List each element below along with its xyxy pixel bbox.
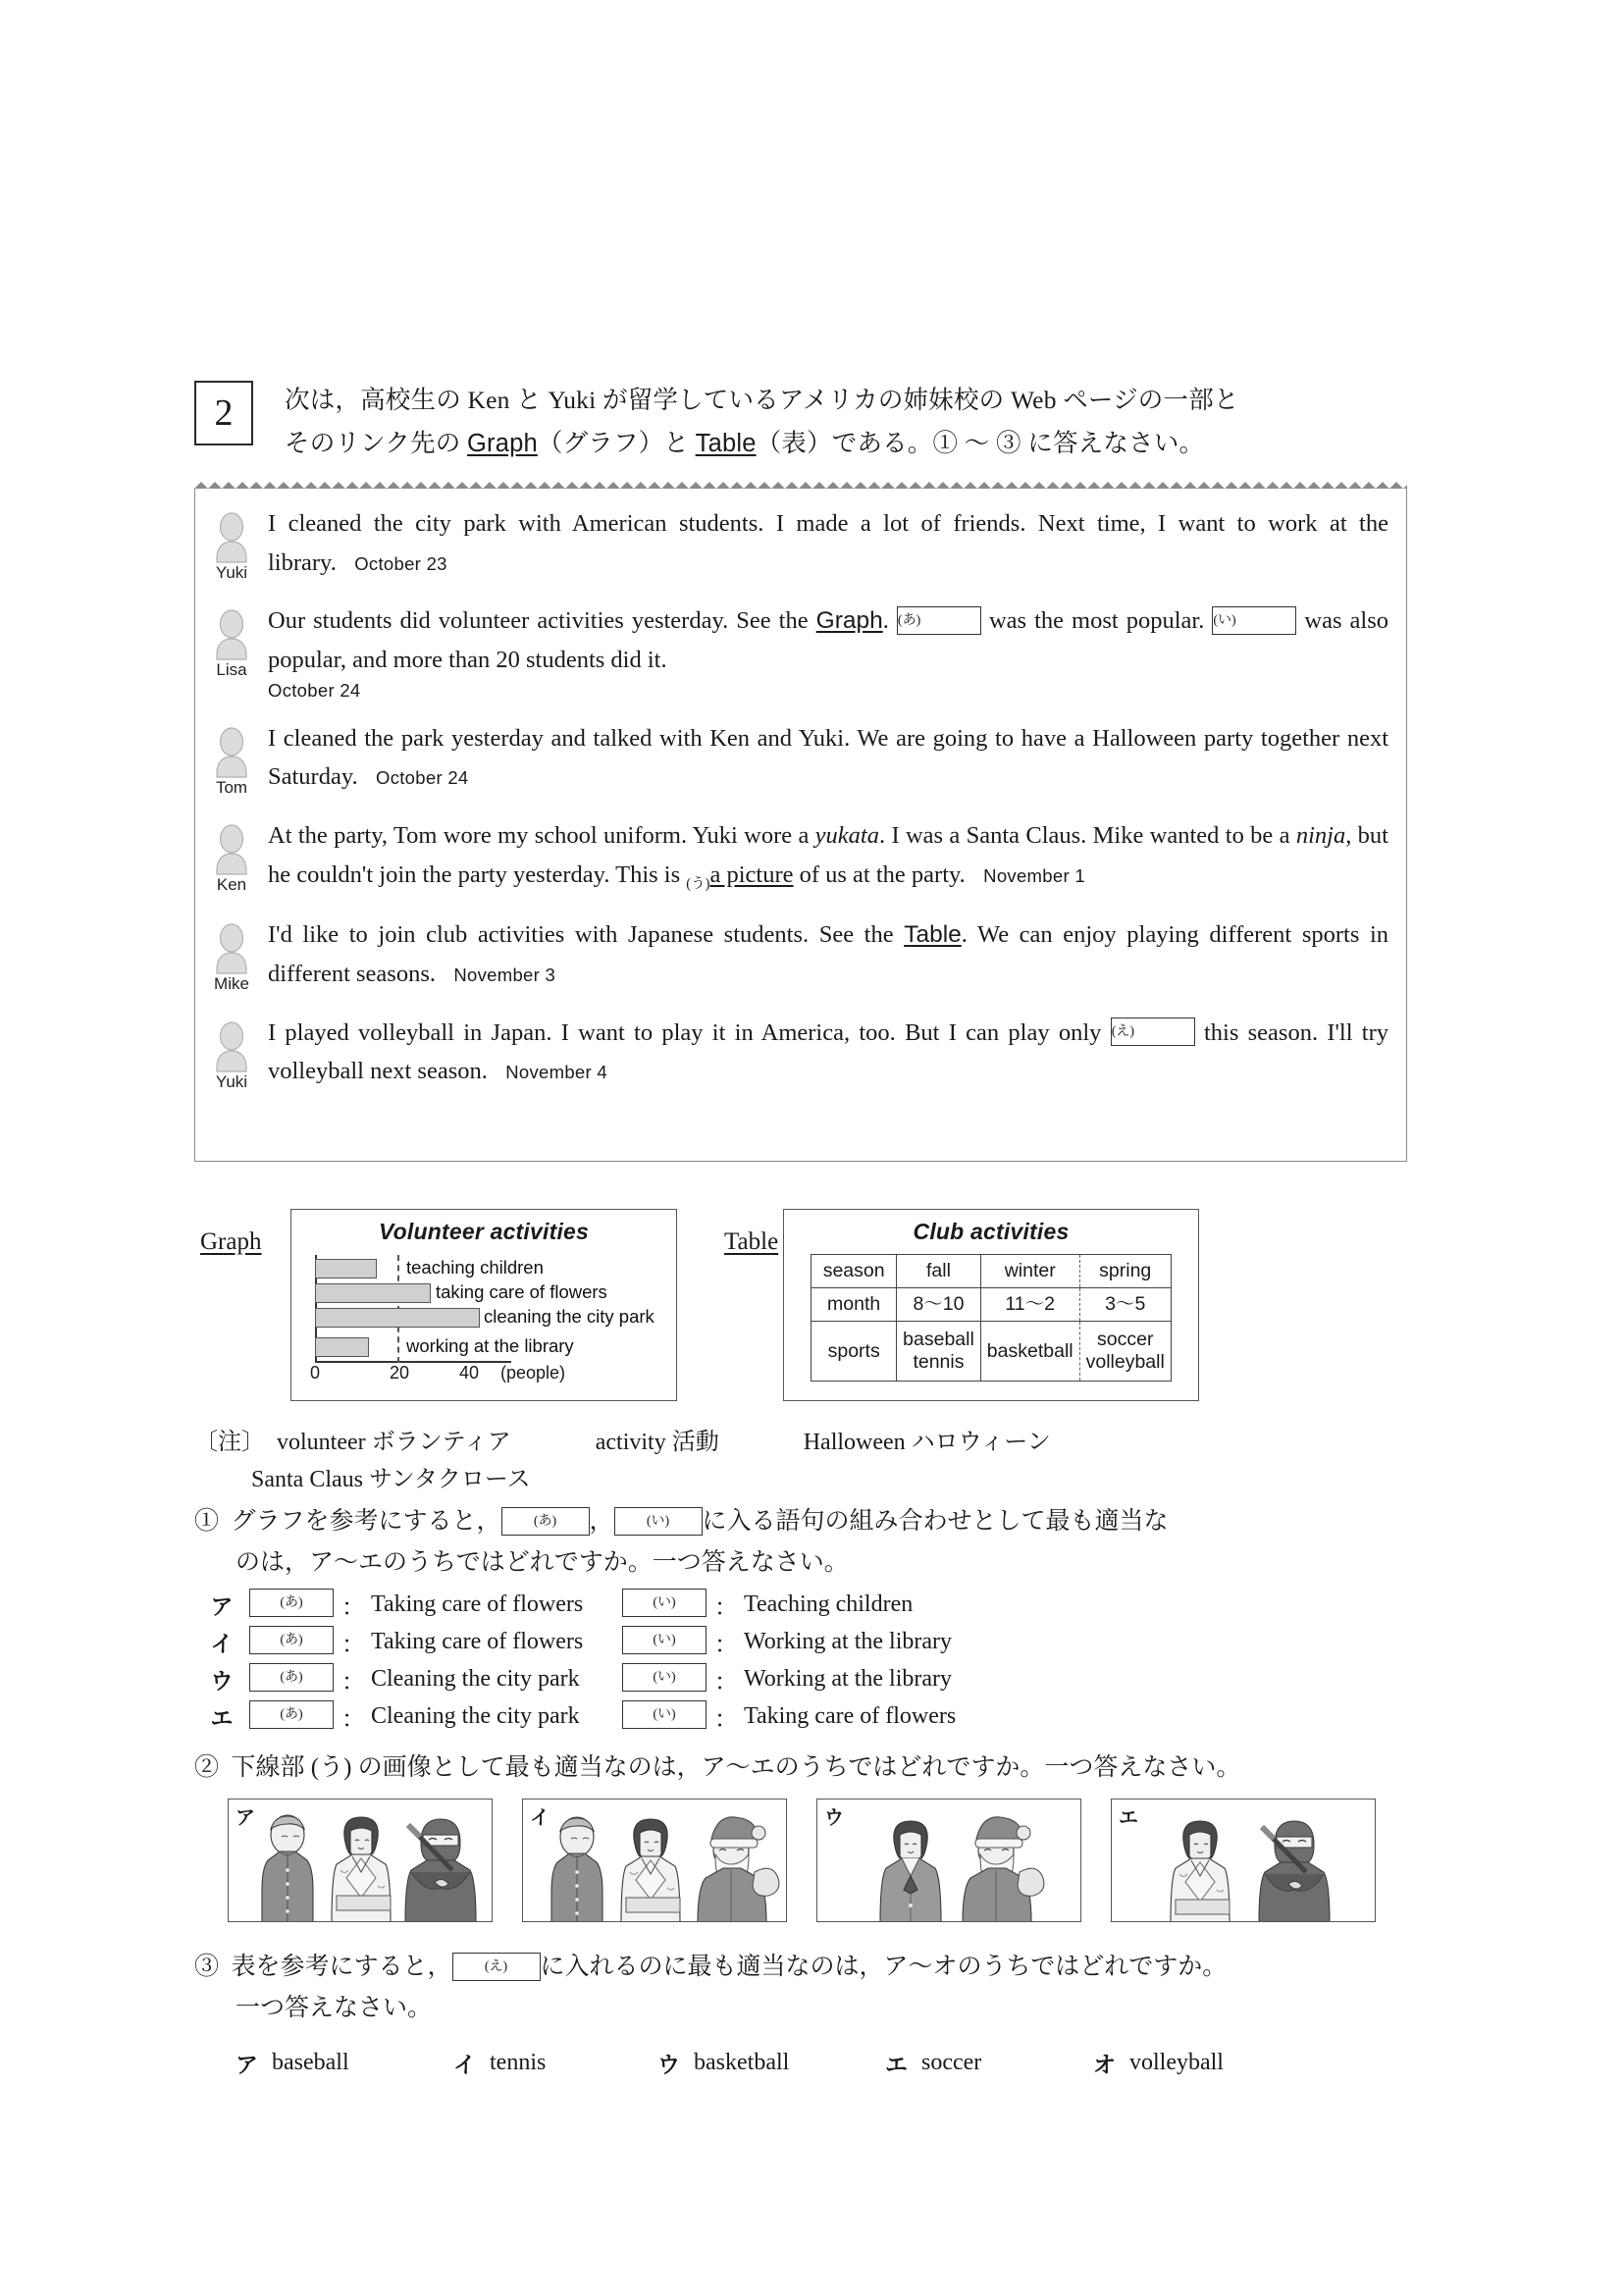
post-lisa [195, 601, 1406, 701]
santa-claus [963, 1817, 1044, 1922]
post-yuki-2 [195, 1014, 1406, 1091]
option-part-a: (あ) ： Taking care of flowers [249, 1625, 622, 1659]
option-value-i: Teaching children [744, 1591, 914, 1617]
post-segment: I'd like to join club activities with Japanese students. See the [268, 921, 905, 949]
option-blank-a: (あ) [249, 1589, 334, 1617]
note-ja-0: ボランティア [371, 1430, 511, 1455]
q3-text-pre: 表を参考にすると， [231, 1954, 452, 1980]
question-2-pictures [228, 1799, 1405, 1924]
q1-blank-i[interactable]: (い) [614, 1507, 703, 1536]
table-row [812, 1288, 1172, 1322]
underline-marker-u: (う) [686, 875, 710, 892]
post-author-name: Mike [214, 974, 249, 994]
question-1 [194, 1501, 1411, 1583]
table-label: Table [724, 1228, 779, 1255]
q1-comma: ， [589, 1508, 614, 1535]
post-segment: Our students did volunteer activities yesterday. See the [268, 607, 816, 635]
note-ja-2: ハロウィーン [911, 1430, 1051, 1455]
option-part-i: (い) ： Teaching children [622, 1588, 913, 1622]
option-value-a: Cleaning the city park [371, 1702, 580, 1729]
post-segment: . I was a Santa Claus. Mike wanted to be a [878, 822, 1296, 850]
post-text [268, 915, 1388, 993]
post-author-name: Lisa [216, 660, 247, 680]
post-segment: At the party, Tom wore my school uniform. Yuki wore a [268, 822, 815, 850]
school-uniform-girl [880, 1821, 941, 1922]
table-row [812, 1322, 1172, 1382]
q3-line-1 [194, 1947, 1411, 1988]
graph-title: Volunteer activities [378, 1219, 590, 1244]
option-value-i: Taking care of flowers [744, 1702, 957, 1729]
post-date: October 23 [354, 552, 447, 574]
option-blank-i: (い) [622, 1589, 707, 1617]
note-ja-1: 活動 [671, 1430, 719, 1455]
post-date: November 4 [505, 1062, 607, 1083]
note-en-1: activity [595, 1430, 666, 1455]
option-blank-i: (い) [622, 1700, 707, 1729]
option-mark: エ [885, 2052, 908, 2077]
table-link-header[interactable]: Table [695, 429, 757, 457]
post-body [268, 1014, 1406, 1091]
q1-text-pre: グラフを参考にすると， [231, 1508, 501, 1535]
post-avatar-block [195, 719, 268, 797]
option-value-a: Taking care of flowers [371, 1591, 584, 1617]
row-head-season: season [812, 1255, 897, 1288]
option-mark: ウ [657, 2052, 680, 2077]
q3-text-post: に入れるのに最も適当なのは，ア〜オのうちではどれですか。 [540, 1954, 1228, 1980]
italic-ninja: ninja [1295, 822, 1346, 850]
tick-0: 0 [310, 1363, 321, 1383]
option-mark: イ [210, 1630, 234, 1656]
bar-chart [299, 1255, 668, 1384]
ninja [1259, 1821, 1330, 1922]
q3-option-a[interactable] [236, 2047, 453, 2079]
q3-option-u[interactable] [657, 2047, 885, 2079]
post-text [268, 1014, 1388, 1091]
note-en-2: Halloween [803, 1430, 906, 1455]
post-yuki-1 [195, 504, 1406, 582]
school-uniform-boy [551, 1817, 602, 1922]
ninja [405, 1819, 476, 1922]
question-3-options [236, 2047, 1413, 2079]
table-title: Club activities [913, 1219, 1070, 1244]
post-tom [195, 719, 1406, 797]
blank-box-a[interactable]: (あ) [897, 606, 981, 635]
italic-yukata: yukata [814, 822, 879, 850]
bar-label-0: teaching children [406, 1257, 544, 1278]
q1-number: ① [194, 1508, 220, 1535]
notes-marker: 〔注〕 [194, 1430, 265, 1455]
option-mark: ウ [210, 1667, 234, 1694]
post-author-name: Ken [216, 875, 247, 895]
picture-a-figures [229, 1800, 493, 1922]
option-value-i: Working at the library [744, 1665, 953, 1692]
question-3 [194, 1947, 1411, 2028]
post-date: November 3 [453, 964, 556, 985]
option-mark: エ [210, 1704, 234, 1731]
option-mark: ア [210, 1592, 234, 1619]
option-row-i[interactable] [194, 1623, 1411, 1660]
avatar-icon [212, 727, 251, 778]
post-segment: . [882, 607, 897, 635]
post-author-name: Yuki [215, 1071, 248, 1091]
q3-option-e[interactable] [885, 2047, 1093, 2079]
header-line-1: 次は，高校生の Ken と Yuki が留学しているアメリカの姉妹校の Web ページの一部と [285, 386, 1239, 414]
post-text [268, 601, 1388, 679]
option-part-i: (い) ： Working at the library [622, 1662, 952, 1696]
post-body [268, 816, 1406, 896]
question-1-options [194, 1586, 1411, 1735]
bar-working-at-the-library [315, 1337, 369, 1357]
q2-text: 下線部 (う) の画像として最も適当なのは，ア〜エのうちではどれですか。一つ答えなさい。 [231, 1754, 1241, 1781]
question-2 [194, 1748, 1411, 1788]
picture-e-figures [1112, 1800, 1376, 1922]
cell-fall: fall [897, 1255, 981, 1288]
header-line-2-mid1: （グラフ）と [537, 428, 696, 457]
notes-row-1 [194, 1425, 1411, 1462]
option-mark: イ [453, 2052, 476, 2077]
picture-option-a[interactable] [228, 1799, 493, 1922]
q2-number: ② [194, 1754, 220, 1781]
picture-mark: ウ [824, 1807, 844, 1829]
table-figure [783, 1209, 1199, 1401]
club-activities-table [811, 1254, 1172, 1382]
q1-blank-a[interactable]: (あ) [501, 1507, 590, 1536]
notes-row-2 [251, 1462, 1411, 1499]
option-blank-i: (い) [622, 1663, 707, 1692]
note-en-0: volunteer [277, 1430, 366, 1455]
note-ja-3: サンタクロース [369, 1466, 531, 1492]
cell-sports-winter: basketball [980, 1322, 1079, 1382]
note-en-3: Santa Claus [251, 1466, 363, 1492]
table-row [812, 1255, 1172, 1288]
post-body [268, 504, 1406, 582]
post-author-name: Yuki [215, 563, 248, 582]
web-page-posts-panel [194, 489, 1407, 1162]
post-avatar-block [195, 601, 268, 701]
question-header-text [285, 379, 1411, 466]
option-row-u[interactable] [194, 1660, 1411, 1697]
post-avatar-block [195, 915, 268, 993]
avatar-icon [212, 1021, 251, 1072]
cell-sports-fall: baseball tennis [897, 1322, 981, 1382]
post-avatar-block [195, 504, 268, 582]
post-text [268, 504, 1388, 582]
row-head-month: month [812, 1288, 897, 1322]
bar-cleaning-the-city-park [315, 1308, 480, 1328]
post-body [268, 601, 1406, 701]
post-segment: was the most popular. [980, 607, 1213, 635]
option-part-i: (い) ： Working at the library [622, 1625, 952, 1659]
post-ken [195, 816, 1406, 896]
notes-block [194, 1425, 1411, 1499]
blank-box-e[interactable]: (え) [1111, 1018, 1195, 1046]
option-label: baseball [272, 2050, 349, 2075]
picture-mark: エ [1119, 1807, 1138, 1829]
santa-claus [698, 1817, 779, 1922]
post-body [268, 719, 1406, 797]
picture-i-figures [523, 1800, 787, 1922]
picture-mark: ア [236, 1807, 255, 1829]
post-text [268, 719, 1388, 797]
post-segment: , but he couldn't join the party yesterday. This is [268, 822, 1388, 888]
x-axis-ticks [299, 1363, 668, 1386]
option-row-e[interactable] [194, 1697, 1411, 1735]
bar-label-3: working at the library [406, 1335, 574, 1356]
q1-line-2: のは，ア〜エのうちではどれですか。一つ答えなさい。 [236, 1548, 849, 1576]
post-segment: this season. I'll try volleyball next season. [268, 1018, 1389, 1085]
cell-month-spring: 3〜5 [1079, 1288, 1171, 1322]
option-value-i: Working at the library [744, 1628, 953, 1654]
post-text [268, 816, 1388, 896]
yukata-girl [332, 1817, 391, 1922]
q3-number: ③ [194, 1954, 220, 1980]
picture-u-figures [817, 1800, 1081, 1922]
option-part-a: (あ) ： Taking care of flowers [249, 1588, 622, 1622]
table-link-post[interactable]: Table [904, 921, 962, 949]
post-segment: I played volleyball in Japan. I want to play it in America, too. But I can play only [268, 1018, 1111, 1046]
bar-label-2: cleaning the city park [484, 1306, 654, 1327]
cell-sports-spring: soccer volleyball [1079, 1322, 1171, 1382]
picture-option-e[interactable] [1111, 1799, 1376, 1922]
q3-blank-e[interactable]: (え) [452, 1953, 541, 1981]
school-uniform-boy [262, 1815, 313, 1922]
cell-month-winter: 11〜2 [980, 1288, 1079, 1322]
graph-label: Graph [200, 1228, 262, 1255]
cell-month-fall: 8〜10 [897, 1288, 981, 1322]
q1-line-1 [194, 1501, 1411, 1542]
post-segment: of us at the party. [793, 861, 966, 888]
question-header [194, 379, 1411, 466]
option-blank-a: (あ) [249, 1700, 334, 1729]
graph-link-post[interactable]: Graph [815, 607, 883, 635]
row-head-sports: sports [812, 1322, 897, 1382]
post-avatar-block [195, 1014, 268, 1091]
yukata-girl [1171, 1821, 1230, 1922]
q1-text-post: に入る語句の組み合わせとして最も適当な [702, 1508, 1169, 1535]
q3-option-o[interactable] [1093, 2047, 1224, 2079]
option-mark: ア [236, 2052, 258, 2077]
post-date: November 1 [983, 864, 1085, 886]
option-value-a: Taking care of flowers [371, 1628, 584, 1654]
header-line-2-mid2: （表）である。① ～ ③ に答えなさい。 [756, 428, 1205, 457]
post-message: I cleaned the city park with American students. I made a lot of friends. Next time, I want to work at the library. [268, 510, 1388, 576]
option-label: tennis [490, 2050, 547, 2075]
post-segment: . We can enjoy playing different sports in different seasons. [268, 921, 1389, 987]
avatar-icon [212, 512, 251, 563]
cell-winter: winter [980, 1255, 1079, 1288]
avatar-icon [212, 923, 251, 974]
graph-link-header[interactable]: Graph [466, 429, 538, 457]
option-part-a: (あ) ： Cleaning the city park [249, 1662, 622, 1696]
bar-taking-care-of-flowers [315, 1283, 431, 1303]
post-avatar-block [195, 816, 268, 896]
option-part-a: (あ) ： Cleaning the city park [249, 1699, 622, 1734]
x-axis-unit: (people) [500, 1363, 566, 1383]
picture-option-u[interactable] [816, 1799, 1081, 1922]
option-label: basketball [694, 2050, 790, 2075]
picture-option-i[interactable] [522, 1799, 787, 1922]
picture-mark: イ [530, 1807, 550, 1829]
option-blank-i: (い) [622, 1626, 707, 1654]
post-body [268, 915, 1406, 993]
graph-figure [290, 1209, 677, 1401]
option-blank-a: (あ) [249, 1626, 334, 1654]
q3-line-2: 一つ答えなさい。 [236, 1994, 433, 2021]
avatar-icon [212, 609, 251, 660]
option-label: soccer [921, 2050, 982, 2075]
blank-box-i[interactable]: (い) [1212, 606, 1296, 635]
post-date: October 24 [376, 767, 469, 789]
post-date: October 24 [268, 679, 361, 701]
q3-option-i[interactable] [453, 2047, 657, 2079]
underlined-a-picture[interactable]: a picture [709, 861, 794, 888]
option-part-i: (い) ： Taking care of flowers [622, 1699, 956, 1734]
cell-spring: spring [1079, 1255, 1171, 1288]
header-line-2-pre: そのリンク先の [285, 428, 467, 457]
bar-teaching-children [315, 1259, 377, 1278]
tick-20: 20 [390, 1363, 410, 1383]
post-mike [195, 915, 1406, 993]
post-segment: was also popular, and more than 20 students did it. [268, 607, 1389, 674]
question-number: 2 [194, 381, 253, 445]
avatar-icon [212, 824, 251, 875]
option-row-a[interactable] [194, 1586, 1411, 1623]
yukata-girl [621, 1819, 680, 1922]
post-message: I cleaned the park yesterday and talked with Ken and Yuki. We are going to have a Halloween party together next Saturday. [268, 724, 1388, 791]
tick-40: 40 [459, 1363, 480, 1383]
option-mark: オ [1093, 2052, 1116, 2077]
graph-table-row [194, 1205, 1411, 1416]
bar-label-1: taking care of flowers [436, 1281, 607, 1302]
option-value-a: Cleaning the city park [371, 1665, 580, 1692]
option-blank-a: (あ) [249, 1663, 334, 1692]
option-label: volleyball [1129, 2050, 1224, 2075]
post-author-name: Tom [215, 777, 248, 797]
